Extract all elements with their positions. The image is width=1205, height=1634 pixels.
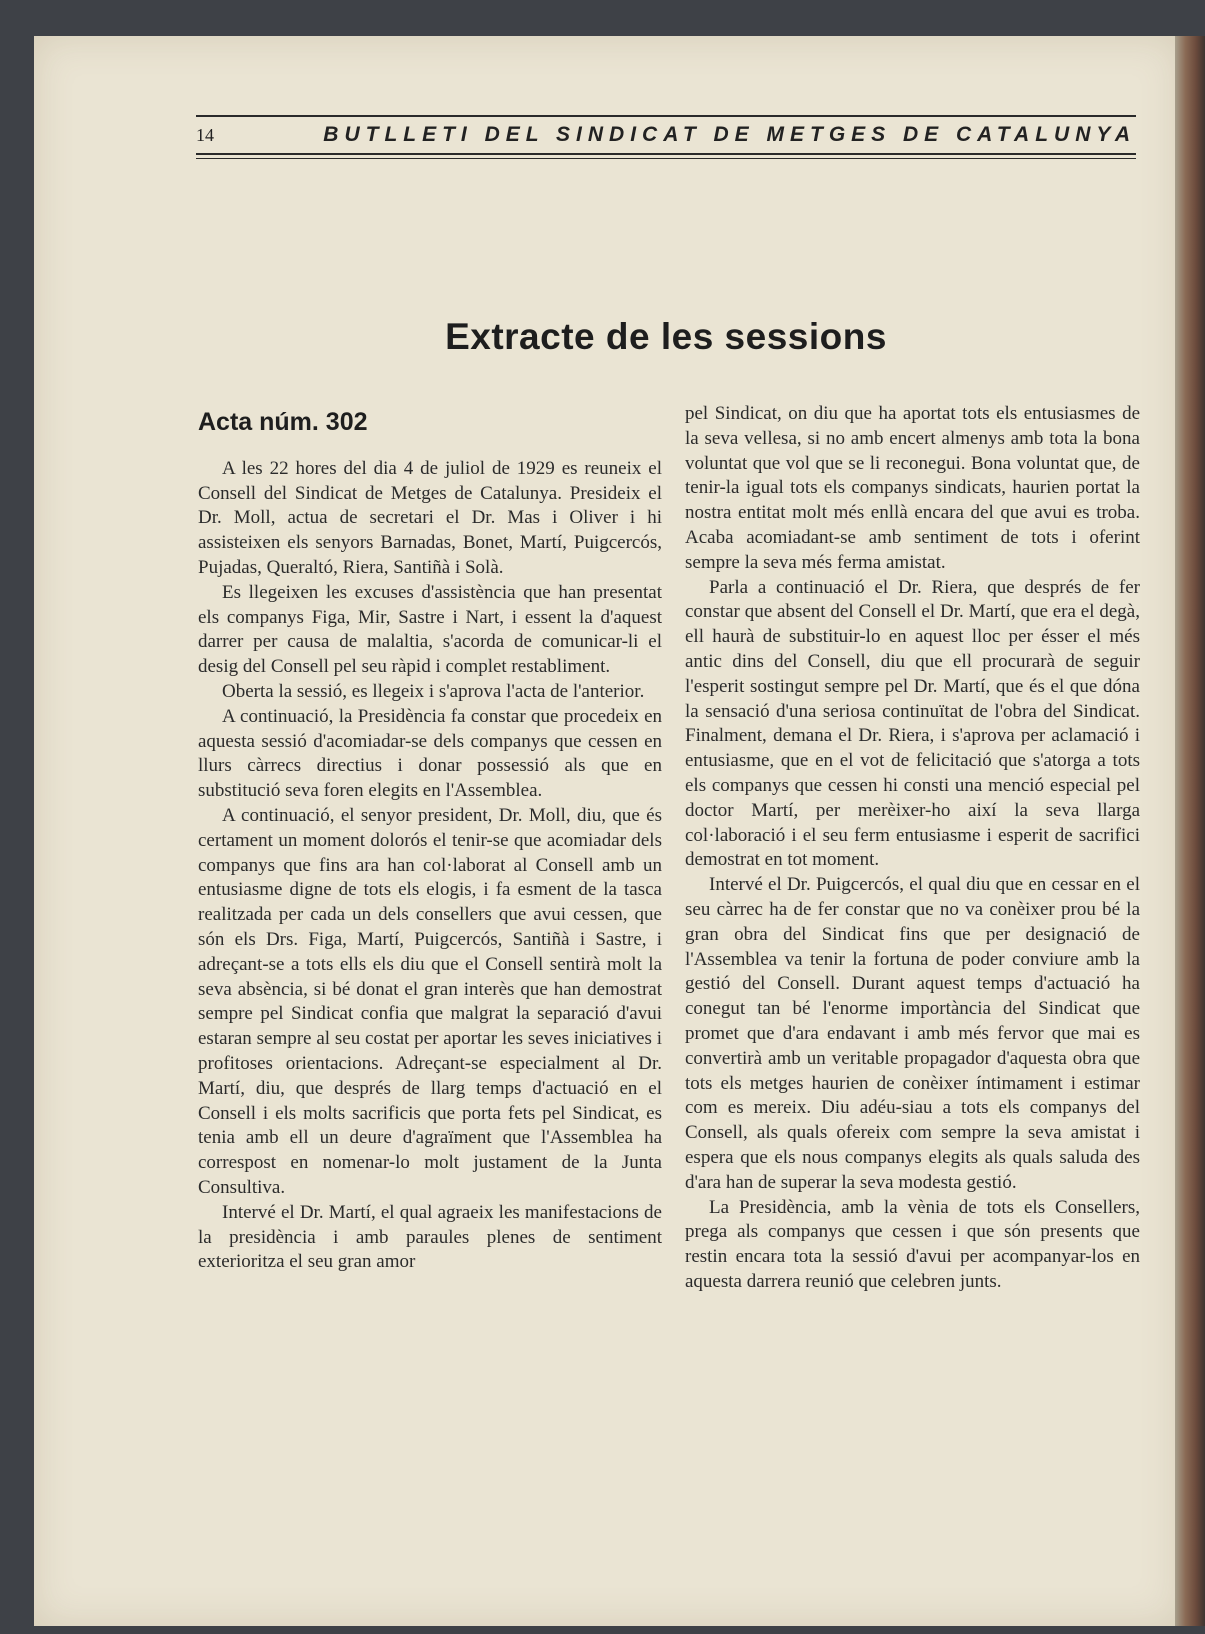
left-column: [198, 400, 662, 1275]
paragraph: A continuació, la Presidència fa constar que procedeix en aquesta sessió d'acomiadar-se dels companys que cessen en llurs càrrecs directius i donar possessió als que en substitució seva foren elegits en l'Assemblea.: [198, 705, 662, 802]
paragraph: A les 22 hores del dia 4 de juliol de 1929 es reuneix el Consell del Sindicat de Metges de Catalunya. Presideix el Dr. Moll, actua de secretari el Dr. Mas i Oliver i hi assisteixen els senyors Barnadas, Bonet, Martí, Puigcercós, Pujadas, Queraltó, Riera, Santiñà i Solà.: [198, 457, 662, 578]
paragraph: La Presidència, amb la vènia de tots els Consellers, prega als companys que cessen i que són presents que restin encara tota la sessió d'avui per acompanyar-los en aquesta darrera reunió que celebren junts.: [685, 1196, 1140, 1292]
book-binding-edge: [1175, 36, 1205, 1626]
paragraph: Parla a continuació el Dr. Riera, que després de fer constar que absent del Consell el Dr. Martí, que era el degà, ell haurà de substituir-lo en aquest lloc per ésser el més antic dins del Consell, diu que ell procurarà de seguir l'esperit sostingut sempre pel Dr. Martí, que és el que dóna la sensació d'una seriosa continuïtat de l'obra del Sindicat. Finalment, demana el Dr. Riera, i s'aprova per aclamació i entusiasme, que en el vot de felicitació que s'atorga a tots els companys que cessen hi consti una menció especial pel doctor Martí, per merèixer-ho així la seva llarga col·laboració i el seu ferm entusiasme i esperit de sacrifici demostrat en tot moment.: [685, 576, 1140, 871]
paragraph: Intervé el Dr. Martí, el qual agraeix les manifestacions de la presidència i amb paraules plenes de sentiment exterioritza el seu gran amor: [198, 1201, 662, 1273]
article-title: Extracte de les sessions: [445, 316, 887, 357]
page-number: 14: [196, 125, 214, 145]
paragraph: Intervé el Dr. Puigcercós, el qual diu que en cessar en el seu càrrec ha de fer constar que no va conèixer prou bé la gran obra del Sindicat fins que per designació de l'Assemblea va tenir la fortuna de poder conviure amb la gestió del Consell. Durant aquest temps d'actuació ha conegut tan bé l'enorme importància del Sindicat que promet que d'ara endavant i amb més fervor que mai es convertirà amb un veritable propagador d'aquesta obra que tots els metges haurien de conèixer íntimament i estimar com es mereix. Diu adéu-siau a tots els companys del Consell, als quals ofereix com sempre la seva amistat i espera que els nous companys elegits als quals saluda des d'ara han de superar la seva modesta gestió.: [685, 874, 1140, 1193]
header-row: [196, 117, 1136, 153]
running-header: [196, 115, 1136, 159]
paragraph: A continuació, el senyor president, Dr. Moll, diu, que és certament un moment dolorós el tenir-se que acomiadar dels companys que fins ara han col·laborat al Consell amb un entusiasme digne de tots els elogis, i fa esment de la tasca realitzada per cada un dels consellers que avui cessen, que són els Drs. Figa, Martí, Puigcercós, Santiñà i Sastre, i adreçant-se a tots ells els diu que el Consell sentirà molt la seva absència, si bé donat el gran interès que han demostrat sempre pel Sindicat confia que malgrat la separació d'avui estaran sempre al seu costat per aportar les seves iniciatives i profitoses orientacions. Adreçant-se especialment al Dr. Martí, diu, que després de llarg temps d'actuació en el Consell i els molts sacrificis que porta fets pel Sindicat, es tenia amb ell un deure d'agraïment que l'Assemblea ha correspost en nomenar-lo molt justament de la Junta Consultiva.: [198, 804, 662, 1198]
header-bottom-thin-rule: [196, 158, 1136, 159]
paragraph: pel Sindicat, on diu que ha aportat tots els entusiasmes de la seva vellesa, si no amb encert almenys amb tota la bona voluntat que vol que se li reconegui. Bona voluntat que, de tenir-la igual tots els companys sindicats, haurien portat la nostra entitat molt més enllà encara del que avui es troba. Acaba acomiadant-se amb sentiment de tots i oferint sempre la seva més ferma amistat.: [685, 403, 1140, 573]
right-column: [685, 402, 1140, 1295]
act-heading: Acta núm. 302: [198, 408, 368, 436]
paragraph: Es llegeixen les excuses d'assistència que han presentat els companys Figa, Mir, Sastre i Nart, i essent la d'aquest darrer per causa de malaltia, s'acorda de comunicar-li el desig del Consell pel seu ràpid i complet restabliment.: [198, 581, 662, 678]
paragraph: Oberta la sessió, es llegeix i s'aprova l'acta de l'anterior.: [222, 680, 645, 702]
header-bottom-rule: [196, 153, 1136, 155]
running-title: BUTLLETI DEL SINDICAT DE METGES DE CATALUNYA: [323, 123, 1136, 146]
